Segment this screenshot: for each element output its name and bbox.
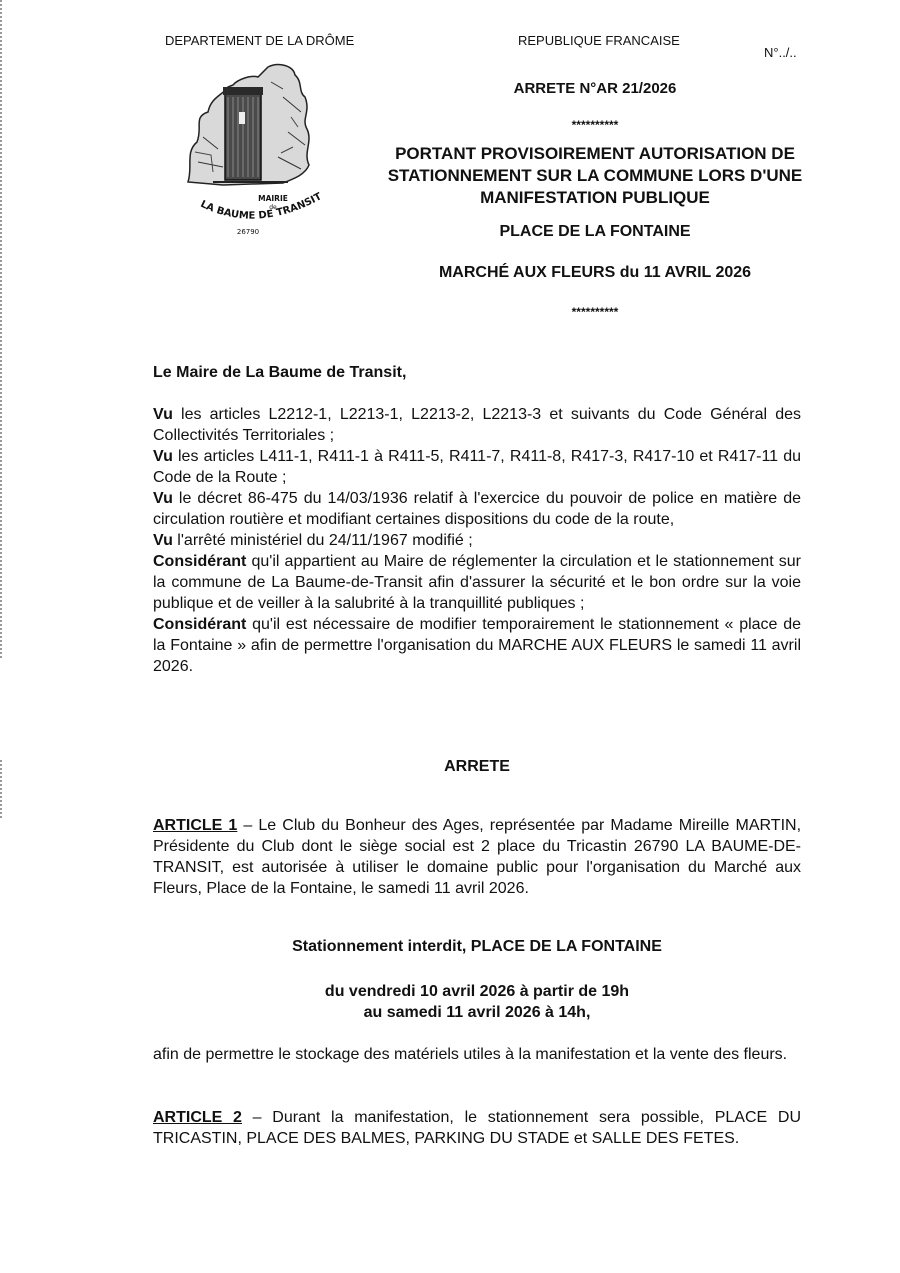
preamble-item: Vu le décret 86-475 du 14/03/1936 relatif à l'exercice du pouvoir de police en matière de circulation routière et modifiant certaines dispositions du code de la route,	[153, 490, 801, 528]
article-1-label: ARTICLE 1	[153, 817, 238, 834]
arrete-subject	[360, 143, 830, 209]
separator-stars: **********	[571, 118, 619, 132]
page-number: N°../..	[764, 45, 797, 60]
preamble-item: Considérant qu'il appartient au Maire de réglementer la circulation et le stationnement sur la commune de La Baume-de-Transit afin d'assurer la sécurité et le bon ordre sur la voie publique et de veiller à la salubrité à la tranquillité publiques ;	[153, 553, 801, 612]
seal-commune-text: LA BAUME DE TRANSIT	[198, 191, 324, 222]
dates-line: du vendredi 10 avril 2026 à partir de 19h	[324, 983, 630, 1000]
article-1-text: – Le Club du Bonheur des Ages, représentée par Madame Mireille MARTIN, Présidente du Club dont le siège social est 2 place du Tricastin 26790 LA BAUME-DE-TRANSIT, est autorisée à utiliser le domaine public pour l'organisation du Marché aux Fleurs, Place de la Fontaine, le samedi 11 avril 2026.	[153, 817, 802, 897]
article-1	[153, 815, 801, 899]
preamble-item: Vu l'arrêté ministériel du 24/11/1967 modifié ;	[153, 532, 473, 549]
republic-label: REPUBLIQUE FRANCAISE	[518, 33, 680, 48]
dates-block	[153, 981, 801, 1023]
arrete-heading: ARRETE	[444, 758, 510, 775]
dates-line: au samedi 11 avril 2026 à 14h,	[363, 1004, 591, 1021]
scan-edge	[0, 760, 2, 820]
scan-edge	[0, 0, 2, 660]
maire-heading: Le Maire de La Baume de Transit,	[153, 364, 407, 381]
article-2	[153, 1107, 801, 1149]
preamble-item: Vu les articles L411-1, R411-1 à R411-5, R411-7, R411-8, R417-3, R417-10 et R417-11 du Code de la Route ;	[153, 448, 801, 486]
seal-mairie-text: MAIRIE	[258, 194, 288, 203]
event-title: MARCHÉ AUX FLEURS du 11 AVRIL 2026	[438, 264, 752, 281]
seal-de-text: de	[269, 204, 277, 211]
arrete-number: ARRETE N°AR 21/2026	[513, 80, 677, 97]
preamble	[153, 404, 801, 677]
department-label: DEPARTEMENT DE LA DRÔME	[165, 33, 355, 48]
subject-line: PORTANT PROVISOIREMENT AUTORISATION DE	[395, 144, 795, 163]
article-2-text: – Durant la manifestation, le stationnement sera possible, PLACE DU TRICASTIN, PLACE DES BALMES, PARKING DU STADE et SALLE DES FETES.	[153, 1109, 802, 1147]
seal-postcode: 26790	[236, 228, 260, 236]
preamble-item: Considérant qu'il est nécessaire de modifier temporairement le stationnement « place de la Fontaine » afin de permettre l'organisation du MARCHE AUX FLEURS le samedi 11 avril 2026.	[153, 616, 801, 675]
afin-paragraph: afin de permettre le stockage des matériels utiles à la manifestation et la vente des fleurs.	[153, 1046, 788, 1063]
preamble-item: Vu les articles L2212-1, L2213-1, L2213-2, L2213-3 et suivants du Code Général des Collectivités Territoriales ;	[153, 406, 801, 444]
subject-line: MANIFESTATION PUBLIQUE	[480, 188, 710, 207]
separator-stars: **********	[571, 305, 619, 319]
article-2-label: ARTICLE 2	[153, 1109, 242, 1126]
tower-seal-icon	[183, 57, 333, 242]
place-title: PLACE DE LA FONTAINE	[499, 223, 691, 240]
subject-line: STATIONNEMENT SUR LA COMMUNE LORS D'UNE	[387, 166, 803, 185]
stationnement-title: Stationnement interdit, PLACE DE LA FONTAINE	[292, 938, 662, 955]
mairie-seal	[183, 57, 333, 242]
